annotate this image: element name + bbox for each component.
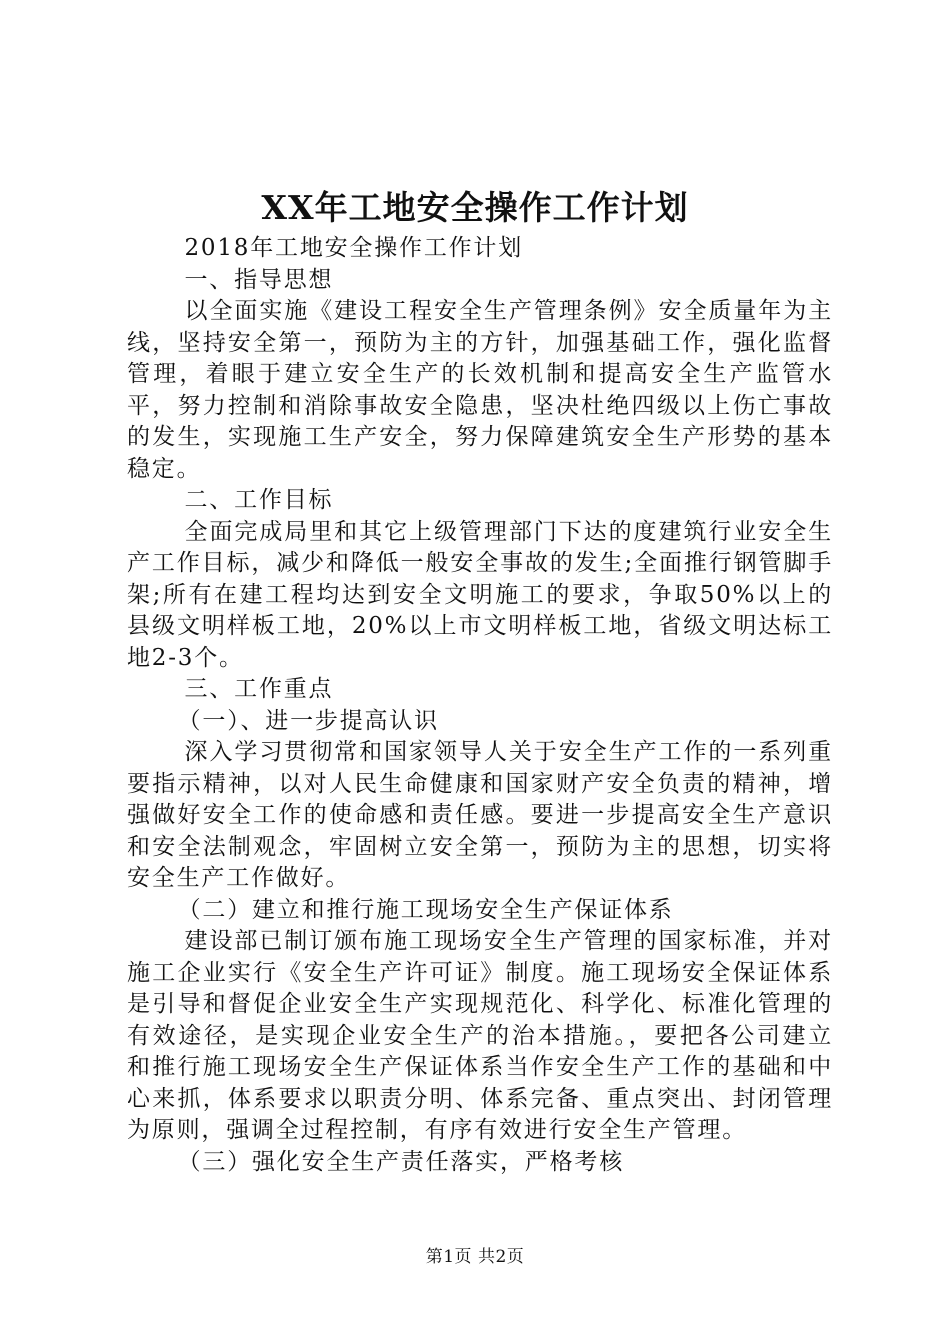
page-footer: 第1页 共2页 xyxy=(425,1247,525,1267)
subsection-heading: （三）强化安全生产责任落实，严格考核 xyxy=(177,1148,624,1175)
section-heading-work-focus: 三、工作重点 xyxy=(184,676,334,702)
section-heading-work-goals: 二、工作目标 xyxy=(184,487,334,513)
section-heading-guiding-thought: 一、指导思想 xyxy=(184,266,334,293)
body-paragraph: 全面完成局里和其它上级管理部门下达的度建筑行业安全生产工作目标，减少和降低一般安全事故的发生;全面推行钢管脚手架;所有在建工程均达到安全文明施工的要求，争取50%以上的县级文明样板工地，20%以上市文明样板工地，省级文明达标工地2-3个。 xyxy=(127,518,833,671)
body-paragraph: 以全面实施《建设工程安全生产管理条例》安全质量年为主线，坚持安全第一，预防为主的方针，加强基础工作，强化监督管理，着眼于建立安全生产的长效机制和提高安全生产监管水平，努力控制和消除事故安全隐患，坚决杜绝四级以上伤亡事故的发生，实现施工生产安全，努力保障建筑安全生产形势的基本稳定。 xyxy=(127,298,833,482)
body-paragraph: 深入学习贯彻常和国家领导人关于安全生产工作的一系列重要指示精神，以对人民生命健康和国家财产安全负责的精神，增强做好安全工作的使命感和责任感。要进一步提高安全生产意识和安全法制观念，牢固树立安全第一，预防为主的思想，切实将安全生产工作做好。 xyxy=(127,739,833,891)
document-title: XX年工地安全操作工作计划 xyxy=(261,188,689,227)
body-paragraph: 建设部已制订颁布施工现场安全生产管理的国家标准，并对施工企业实行《安全生产许可证》制度。施工现场安全保证体系是引导和督促企业安全生产实现规范化、科学化、标准化管理的有效途径，是实现企业安全生产的治本措施。，要把各公司建立和推行施工现场安全生产保证体系当作安全生产工作的基础和中心来抓，体系要求以职责分明、体系完备、重点突出、封闭管理为原则，强调全过程控制，有序有效进行安全生产管理。 xyxy=(127,928,833,1143)
subsection-heading: （一）、进一步提高认识 xyxy=(177,707,439,734)
subtitle-paragraph: 2018年工地安全操作工作计划 xyxy=(184,235,524,261)
subsection-heading: （二）建立和推行施工现场安全生产保证体系 xyxy=(177,896,674,923)
document-body xyxy=(127,233,833,1178)
